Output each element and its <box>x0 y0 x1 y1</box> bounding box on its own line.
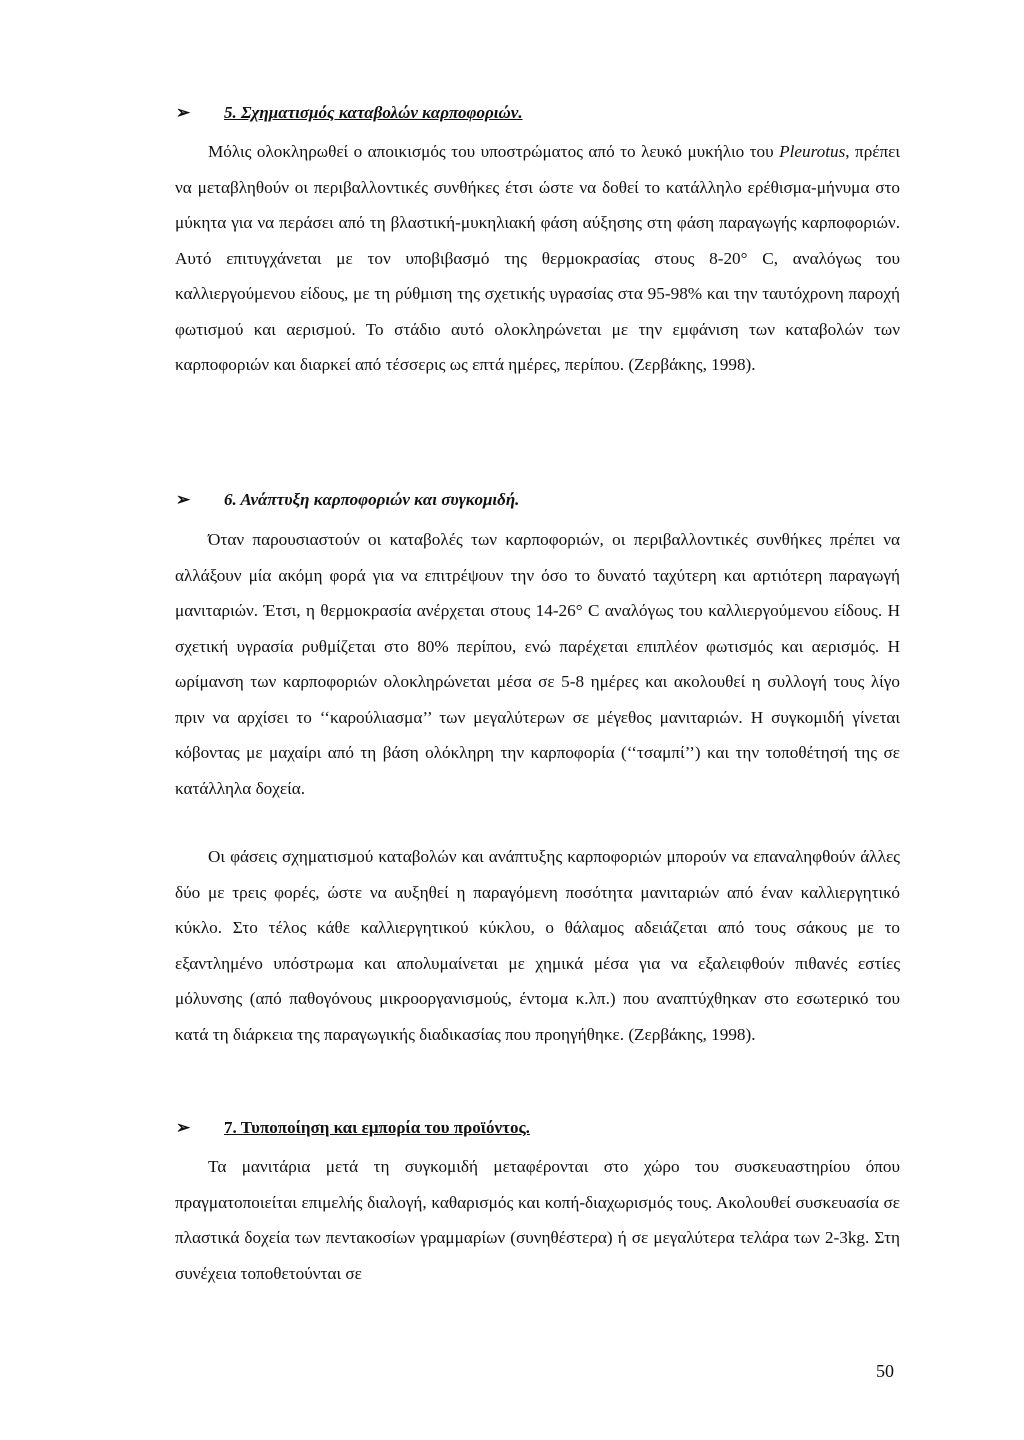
arrow-bullet-icon: ➢ <box>176 1118 191 1137</box>
section-5-paragraph-rest: , πρέπει να μεταβληθούν οι περιβαλλοντικές συνθήκες έτσι ώστε να δοθεί το κατάλληλο ερέθισμα-μήνυμα στο μύκητα για να περάσει από τη βλαστική-μυκηλιακή φάση αύξησης στη φάση παραγωγής καρποφοριών. Αυτό επιτυγχάνεται με τον υποβιβασμό της θερμοκρασίας στους 8-20° C, αναλόγως του καλλιεργούμενου είδους, με τη ρύθμιση της σχετικής υγρασίας στα 95-98% και την ταυτόχρονη παροχή φωτισμού και αερισμού. Το στάδιο αυτό ολοκληρώνεται με την εμφάνιση των καταβολών των καρποφοριών και διαρκεί από τέσσερις ως επτά ημέρες, περίπου. (Ζερβάκης, 1998). <box>175 142 901 374</box>
section-6-paragraph-1: Όταν παρουσιαστούν οι καταβολές των καρποφοριών, οι περιβαλλοντικές συνθήκες πρέπει να αλλάξουν μία ακόμη φορά για να επιτρέψουν την όσο το δυνατό ταχύτερη και αρτιότερη παραγωγή μανιταριών. Έτσι, η θερμοκρασία ανέρχεται στους 14-26° C αναλόγως του καλλιεργούμενου είδους. Η σχετική υγρασία ρυθμίζεται στο 80% περίπου, ενώ παρέχεται επιπλέον φωτισμός και αερισμός. Η ωρίμανση των καρποφοριών ολοκληρώνεται μέσα σε 5-8 ημέρες και ακολουθεί η συλλογή τους λίγο πριν να αρχίσει το ‘‘καρούλιασμα’’ των μεγαλύτερων σε μέγεθος μανιταριών. Η συγκομιδή γίνεται κόβοντας με μαχαίρι από τη βάση ολόκληρη την καρποφορία (‘‘τσαμπί’’) και την τοποθέτησή της σε κατάλληλα δοχεία. <box>175 530 900 798</box>
section-6-paragraph-2: Οι φάσεις σχηματισμού καταβολών και ανάπτυξης καρποφοριών μπορούν να επαναληφθούν άλλες δύο με τρεις φορές, ώστε να αυξηθεί η παραγόμενη ποσότητα μανιταριών από έναν καλλιεργητικό κύκλο. Στο τέλος κάθε καλλιεργητικού κύκλου, ο θάλαμος αδειάζεται από τους σάκους με το εξαντλημένο υπόστρωμα και απολυμαίνεται με χημικά μέσα για να εξαλειφθούν πιθανές εστίες μόλυνσης (από παθογόνους μικροοργανισμούς, έντομα κ.λπ.) που αναπτύχθηκαν στο εσωτερικό του κατά τη διάρκεια της παραγωγικής διαδικασίας που προηγήθηκε. (Ζερβάκης, 1998). <box>175 847 900 1044</box>
section-5-heading <box>176 103 523 123</box>
page-number: 50 <box>876 1361 894 1381</box>
section-5-paragraph-italic-term: Pleurotus <box>779 142 846 161</box>
section-6-title: 6. Ανάπτυξη καρποφοριών και συγκομιδή. <box>224 490 520 509</box>
section-5-paragraph-lead: Μόλις ολοκληρωθεί ο αποικισμός του υποστρώματος από το λευκό μυκήλιο του <box>208 142 774 161</box>
section-7-paragraph-1: Τα μανιτάρια μετά τη συγκομιδή μεταφέρονται στο χώρο του συσκευαστηρίου όπου πραγματοποιείται επιμελής διαλογή, καθαρισμός και κοπή-διαχωρισμός τους. Ακολουθεί συσκευασία σε πλαστικά δοχεία των πεντακοσίων γραμμαρίων (συνηθέστερα) ή σε μεγαλύτερα τελάρα των 2-3kg. Στη συνέχεια τοποθετούνται σε <box>175 1157 900 1283</box>
arrow-bullet-icon: ➢ <box>176 490 191 509</box>
section-6-heading <box>176 490 519 510</box>
section-5-title: 5. Σχηματισμός καταβολών καρποφοριών. <box>224 103 523 122</box>
arrow-bullet-icon: ➢ <box>176 103 191 122</box>
section-7-heading <box>176 1118 530 1138</box>
section-7-title: 7. Τυποποίηση και εμπορία του προϊόντος. <box>224 1118 530 1137</box>
section-5-paragraph-1 <box>175 134 900 383</box>
